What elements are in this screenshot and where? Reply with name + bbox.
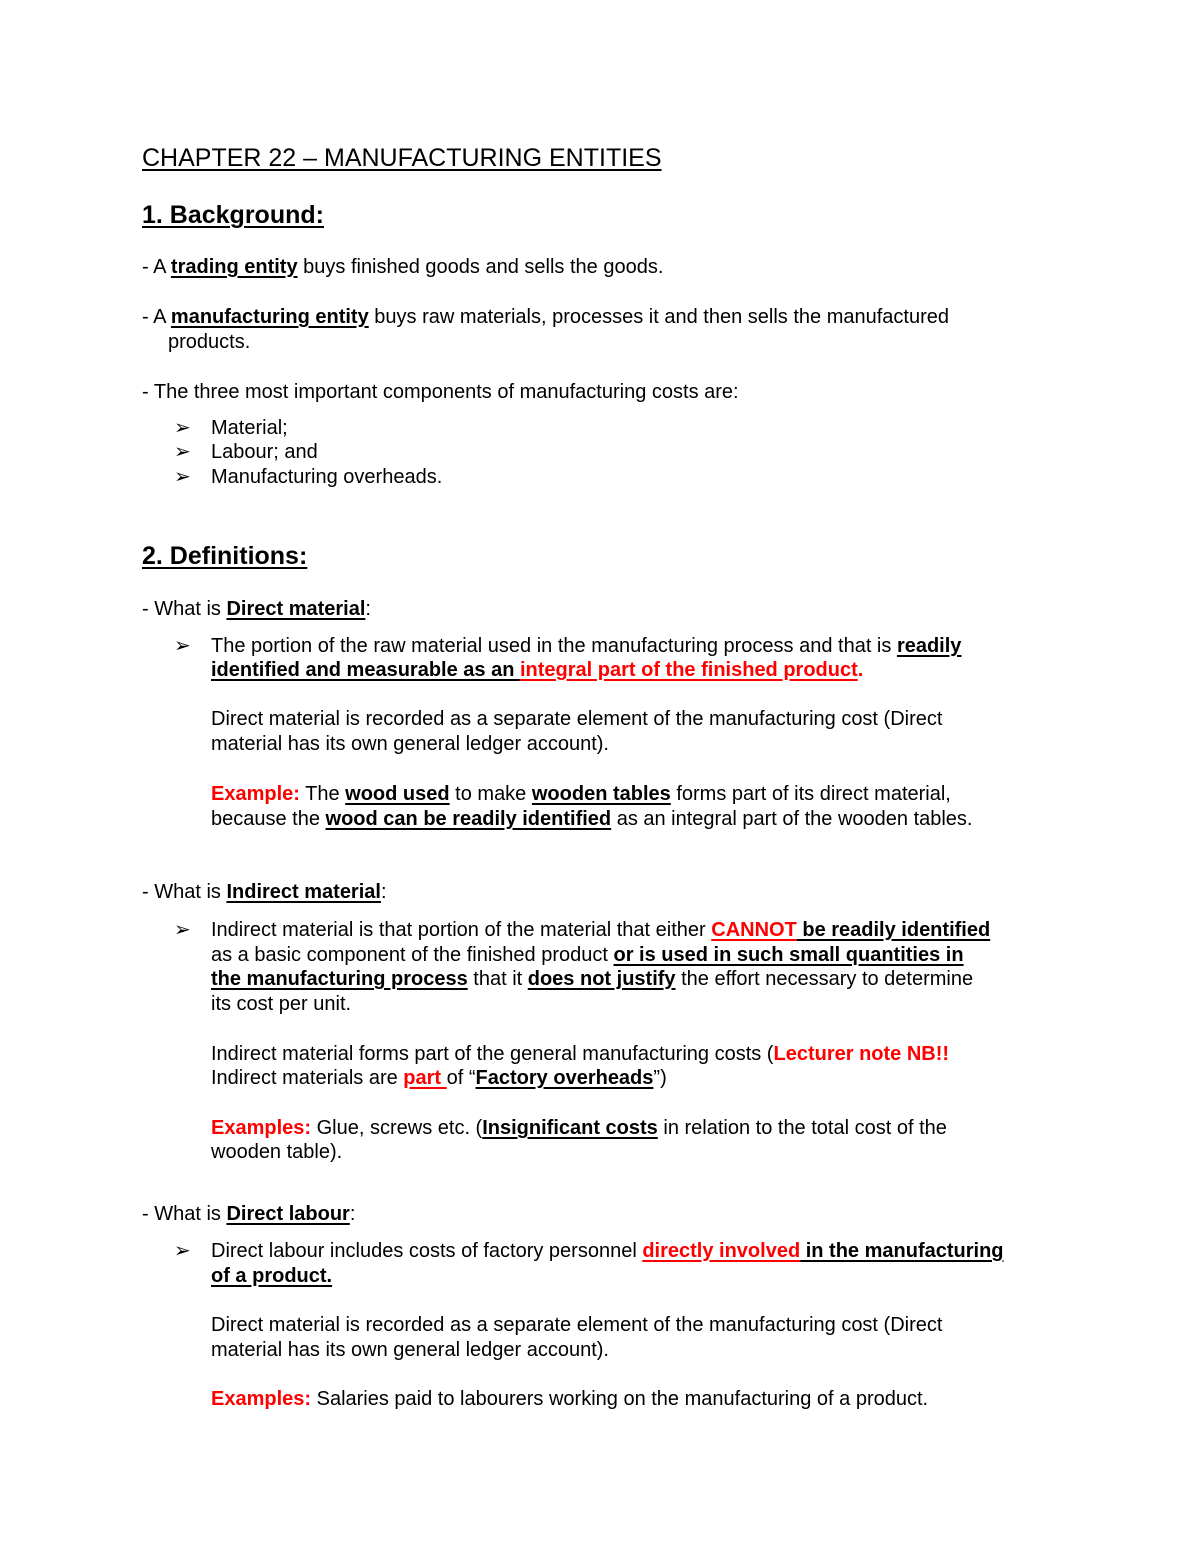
direct-labour-def-1: Direct labour includes costs of factory personnel directly involved in the manufacturing xyxy=(211,1240,1004,1262)
component-overheads: Manufacturing overheads. xyxy=(211,466,443,488)
bullet-arrow-icon: ➢ xyxy=(174,919,191,941)
indirect-material-note-2: Indirect materials are part of “Factory overheads”) xyxy=(211,1067,667,1089)
bullet-arrow-icon: ➢ xyxy=(174,1240,191,1262)
direct-material-example-1: Example: The wood used to make wooden tables forms part of its direct material, xyxy=(211,783,951,805)
chapter-title: CHAPTER 22 – MANUFACTURING ENTITIES xyxy=(142,144,662,172)
term-direct-labour: Direct labour xyxy=(226,1203,350,1225)
question-direct-labour: - What is Direct labour: xyxy=(142,1203,356,1225)
direct-labour-note-2: material has its own general ledger account). xyxy=(211,1339,609,1361)
manufacturing-entity-line: - A manufacturing entity buys raw materials, processes it and then sells the manufactured xyxy=(142,306,949,328)
term-manufacturing-entity: manufacturing entity xyxy=(170,306,369,328)
term-indirect-material: Indirect material xyxy=(226,881,381,903)
manufacturing-entity-line-cont: products. xyxy=(168,331,251,353)
direct-material-note-1: Direct material is recorded as a separate element of the manufacturing cost (Direct xyxy=(211,708,943,730)
direct-material-def-1: The portion of the raw material used in the manufacturing process and that is readily xyxy=(211,635,962,657)
indirect-material-def-1: Indirect material is that portion of the material that either CANNOT be readily identified xyxy=(211,919,991,941)
term-trading-entity: trading entity xyxy=(170,256,298,278)
question-direct-material: - What is Direct material: xyxy=(142,598,371,620)
component-material: Material; xyxy=(211,417,288,439)
indirect-material-def-2: as a basic component of the finished product or is used in such small quantities in xyxy=(211,944,964,966)
question-indirect-material: - What is Indirect material: xyxy=(142,881,387,903)
indirect-material-def-3: the manufacturing process that it does not justify the effort necessary to determine xyxy=(211,968,974,990)
direct-labour-note-1: Direct material is recorded as a separate element of the manufacturing cost (Direct xyxy=(211,1314,943,1336)
direct-material-example-2: because the wood can be readily identified as an integral part of the wooden tables. xyxy=(211,808,973,830)
bullet-arrow-icon: ➢ xyxy=(174,417,191,439)
indirect-material-def-4: its cost per unit. xyxy=(211,993,352,1015)
indirect-material-note-1: Indirect material forms part of the general manufacturing costs (Lecturer note NB!! xyxy=(211,1043,950,1065)
bullet-arrow-icon: ➢ xyxy=(174,466,191,488)
components-intro: - The three most important components of manufacturing costs are: xyxy=(142,381,739,403)
section-1-heading: 1. Background: xyxy=(142,201,324,229)
direct-labour-def-2: of a product. xyxy=(211,1265,333,1287)
indirect-material-example-2: wooden table). xyxy=(211,1141,343,1163)
indirect-material-example-1: Examples: Glue, screws etc. (Insignificant costs in relation to the total cost of the xyxy=(211,1117,947,1139)
direct-material-def-2: identified and measurable as an integral part of the finished product. xyxy=(211,659,864,681)
term-direct-material: Direct material xyxy=(226,598,366,620)
component-labour: Labour; and xyxy=(211,441,318,463)
trading-entity-line: - A trading entity buys finished goods and sells the goods. xyxy=(142,256,664,278)
direct-material-note-2: material has its own general ledger account). xyxy=(211,733,609,755)
bullet-arrow-icon: ➢ xyxy=(174,441,191,463)
direct-labour-example: Examples: Salaries paid to labourers working on the manufacturing of a product. xyxy=(211,1388,929,1410)
section-2-heading: 2. Definitions: xyxy=(142,542,308,570)
bullet-arrow-icon: ➢ xyxy=(174,635,191,657)
